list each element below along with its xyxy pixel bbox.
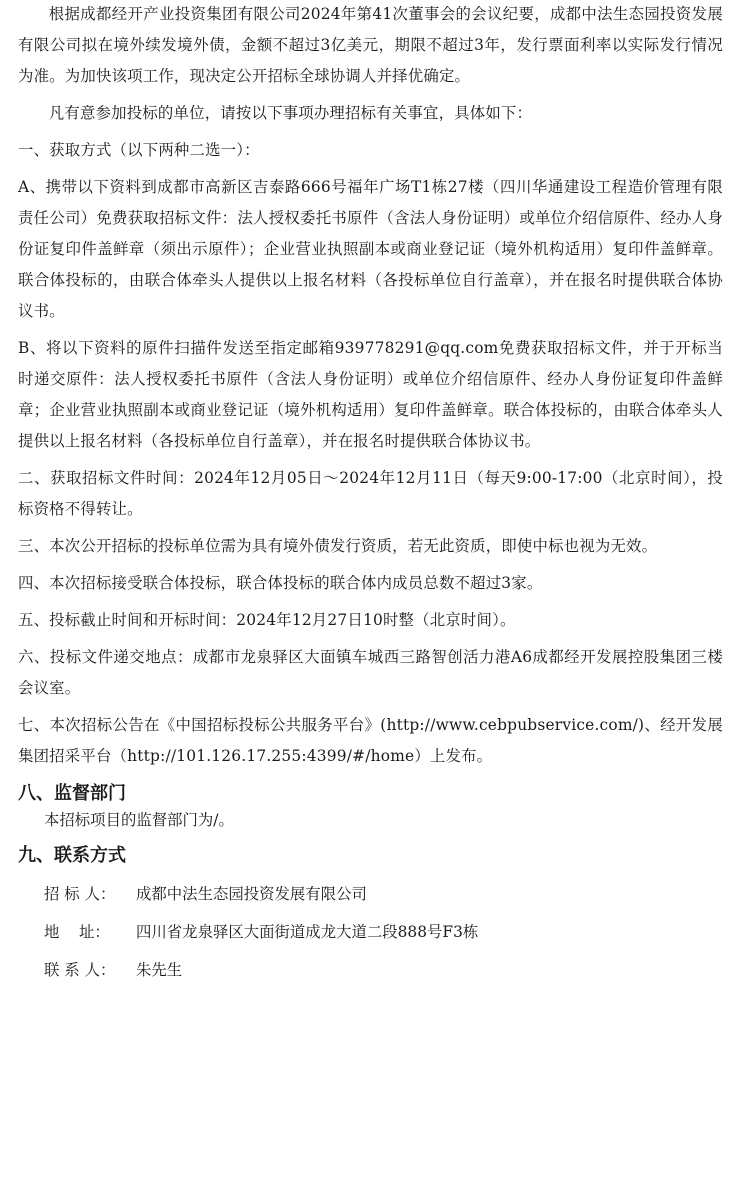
section-3-qualification: 三、本次公开招标的投标单位需为具有境外债发行资质，若无此资质，即使中标也视为无效。 (18, 537, 658, 555)
contact-label: 联 系 人： (44, 961, 116, 979)
contact-row-address (18, 917, 723, 947)
intro-paragraph: 根据成都经开产业投资集团有限公司2024年第41次董事会的会议纪要，成都中法生态园投资发展有限公司拟在境外续发境外债，金额不超过3亿美元，期限不超过3年，发行票面利率以实际发行情况为准。为加快该项工作，现决定公开招标全球协调人并择优确定。 (18, 5, 723, 85)
contact-label: 地 址： (44, 923, 110, 941)
section-5-deadline: 五、投标截止时间和开标时间：2024年12月27日10时整（北京时间）。 (18, 611, 516, 629)
contact-row-person (18, 955, 723, 985)
contact-label: 招 标 人： (44, 885, 116, 903)
section-7-publication: 七、本次招标公告在《中国招标投标公共服务平台》(http://www.cebpubservice.com/)、经开发展集团招采平台（http://101.126.17.255:4399/#/home）上发布。 (18, 716, 723, 765)
section-6-location: 六、投标文件递交地点：成都市龙泉驿区大面镇车城西三路智创活力港A6成都经开发展控股集团三楼会议室。 (18, 648, 723, 697)
contact-value: 朱先生 (136, 961, 183, 979)
section-1-option-b: B、将以下资料的原件扫描件发送至指定邮箱939778291@qq.com免费获取招标文件，并于开标当时递交原件：法人授权委托书原件（含法人身份证明）或单位介绍信原件、经办人身份证复印件盖鲜章；企业营业执照副本或商业登记证（境外机构适用）复印件盖鲜章。联合体投标的，由联合体牵头人提供以上报名材料（各投标单位自行盖章），并在报名时提供联合体协议书。 (18, 339, 723, 450)
section-1-option-a: A、携带以下资料到成都市高新区吉泰路666号福年广场T1栋27楼（四川华通建设工程造价管理有限责任公司）免费获取招标文件：法人授权委托书原件（含法人身份证明）或单位介绍信原件、经办人身份证复印件盖鲜章（须出示原件）；企业营业执照副本或商业登记证（境外机构适用）复印件盖鲜章。联合体投标的，由联合体牵头人提供以上报名材料（各投标单位自行盖章），并在报名时提供联合体协议书。 (18, 178, 723, 320)
invite-paragraph: 凡有意参加投标的单位，请按以下事项办理招标有关事宜，具体如下： (48, 104, 533, 122)
section-1-title: 一、获取方式（以下两种二选一）： (18, 141, 260, 159)
section-9-heading: 九、联系方式 (18, 845, 126, 866)
contact-value: 成都中法生态园投资发展有限公司 (136, 885, 367, 903)
section-2-time: 二、获取招标文件时间：2024年12月05日～2024年12月11日（每天9:00-17:00（北京时间），投标资格不得转让。 (18, 469, 723, 518)
section-8-text: 本招标项目的监督部门为/。 (44, 811, 234, 829)
contact-value: 四川省龙泉驿区大面街道成龙大道二段888号F3栋 (136, 923, 479, 941)
contact-row-tenderer (18, 879, 723, 909)
section-8-heading: 八、监督部门 (18, 783, 126, 804)
section-4-consortium: 四、本次招标接受联合体投标，联合体投标的联合体内成员总数不超过3家。 (18, 574, 543, 592)
